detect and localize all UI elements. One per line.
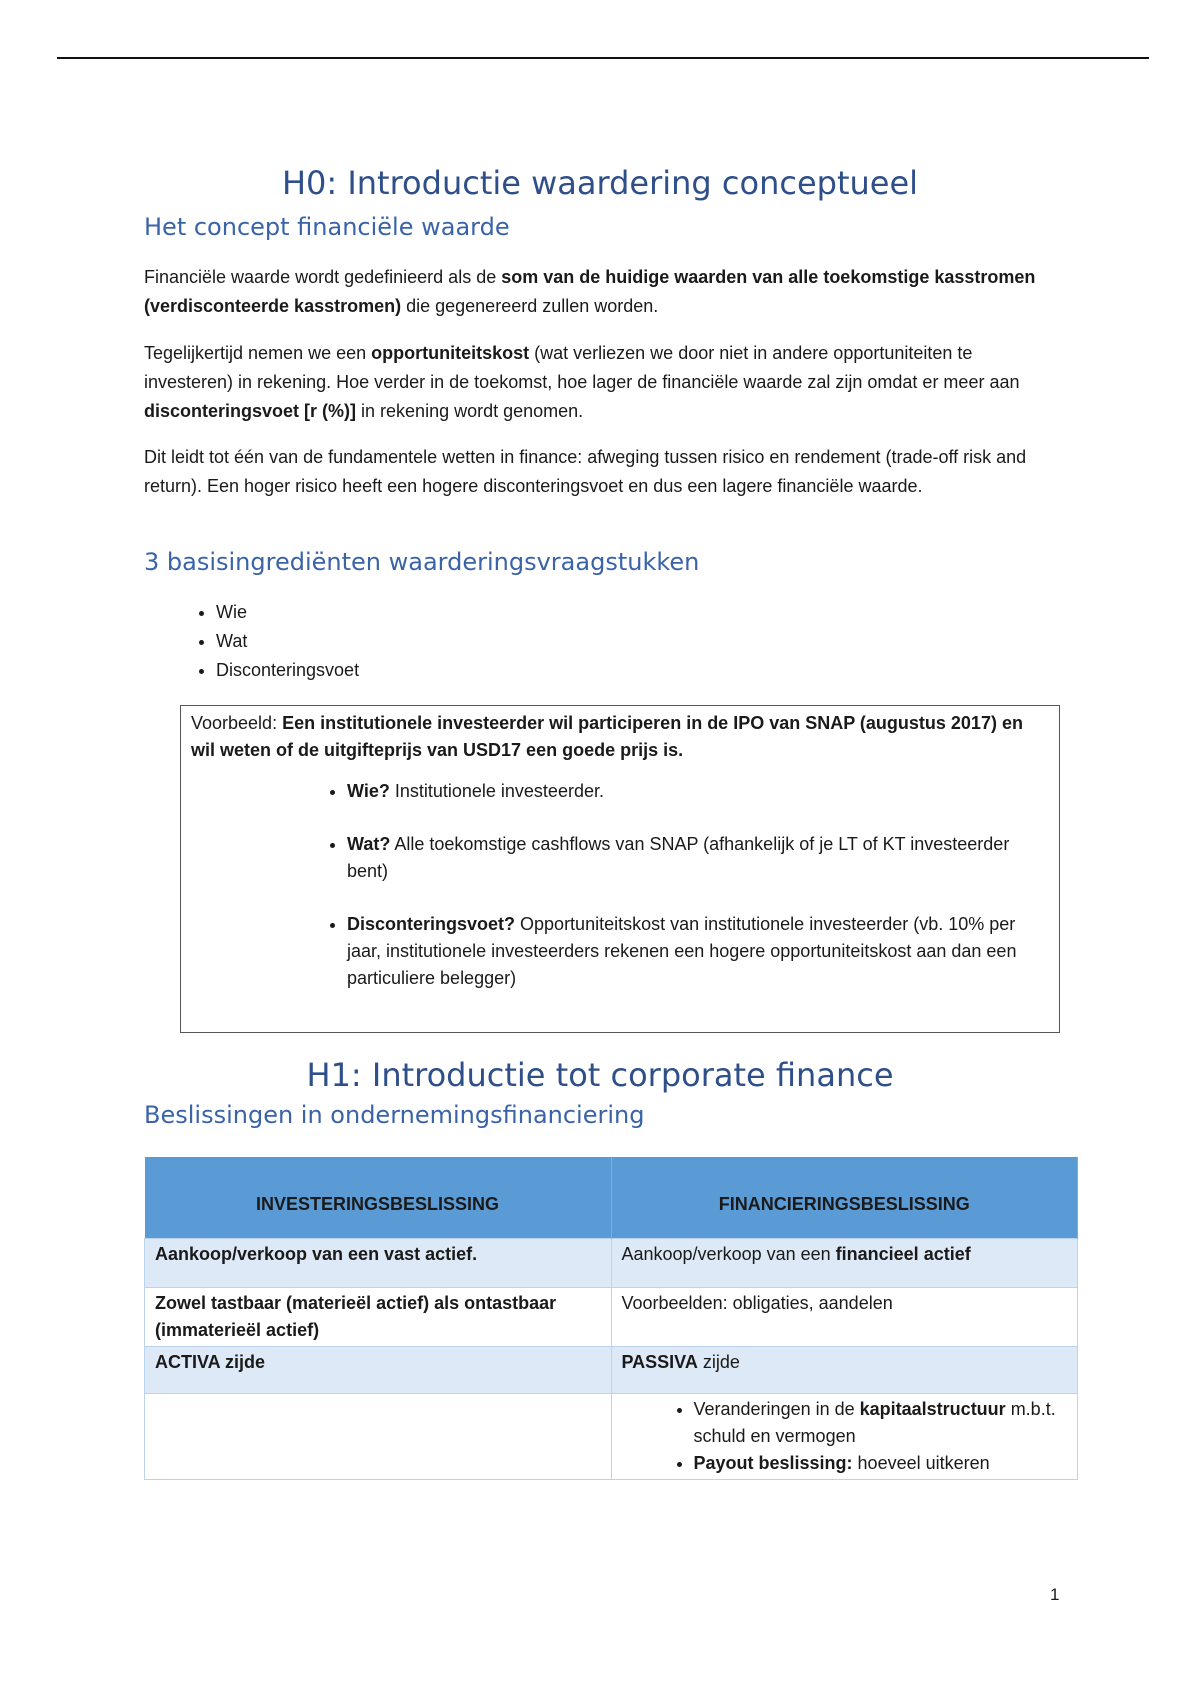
cell: Aankoop/verkoop van een vast actief. bbox=[155, 1244, 478, 1264]
text: Financiële waarde wordt gedefinieerd als de bbox=[144, 267, 502, 287]
header-rule bbox=[57, 57, 1149, 59]
list-item bbox=[694, 1450, 1068, 1477]
column-header: FINANCIERINGSBESLISSING bbox=[611, 1157, 1078, 1239]
column-header: INVESTERINGSBESLISSING bbox=[145, 1157, 612, 1239]
answer: Alle toekomstige cashflows van SNAP (afhankelijk of je LT of KT investeerder bent) bbox=[347, 834, 1010, 881]
chapter-title-h0: H0: Introductie waardering conceptueel bbox=[281, 164, 919, 202]
cell-bold: financieel actief bbox=[835, 1244, 971, 1264]
list-item: • Wie bbox=[216, 598, 359, 627]
bullet-list bbox=[144, 598, 359, 685]
paragraph: Dit leidt tot één van de fundamentele wetten in finance: afweging tussen risico en rendement (trade-off risk and return). Een hoger risico heeft een hogere disconteringsvoet en dus een lagere financiële waarde. bbox=[144, 447, 1027, 496]
bold-text: som van de huidige waarden van alle toekomstige kasstromen (verdisconteerde kasstromen) bbox=[144, 267, 1036, 316]
empty-cell bbox=[145, 1394, 612, 1480]
bold-text: Payout beslissing: bbox=[693, 1453, 853, 1473]
decisions-table bbox=[144, 1157, 1078, 1480]
list-item: • Disconteringsvoet bbox=[216, 656, 359, 685]
paragraph bbox=[144, 263, 1064, 321]
chapter-title-h1: H1: Introductie tot corporate finance bbox=[306, 1056, 894, 1094]
example-label: Voorbeeld: bbox=[191, 713, 283, 733]
bold-text: opportuniteitskost bbox=[371, 343, 530, 363]
list-item: • Wat bbox=[216, 627, 359, 656]
answer: Opportuniteitskost van institutionele investeerder (vb. 10% per jaar, institutionele investeerders rekenen een hogere opportuniteitskost aan dan een particuliere belegger) bbox=[347, 914, 1017, 988]
cell: ACTIVA zijde bbox=[155, 1352, 266, 1372]
list-item bbox=[694, 1396, 1068, 1450]
table-row bbox=[145, 1394, 1078, 1480]
text: in rekening wordt genomen. bbox=[356, 401, 584, 421]
text: Veranderingen in de bbox=[693, 1399, 860, 1419]
list-item bbox=[347, 911, 1049, 992]
example-list bbox=[191, 778, 1049, 992]
page-number: 1 bbox=[1050, 1585, 1060, 1604]
list-item bbox=[347, 831, 1049, 885]
bold-text: disconteringsvoet [r (%)] bbox=[144, 401, 357, 421]
list-item bbox=[347, 778, 1049, 805]
cell-list bbox=[622, 1396, 1068, 1477]
paragraph bbox=[144, 339, 1064, 426]
question: Wat? bbox=[347, 834, 391, 854]
table-row bbox=[145, 1288, 1078, 1347]
section-title: 3 basisingrediënten waarderingsvraagstukken bbox=[144, 548, 700, 576]
text: hoeveel uitkeren bbox=[852, 1453, 990, 1473]
section-title: Het concept financiële waarde bbox=[144, 213, 510, 241]
text: (wat verliezen we door niet in andere opportuniteiten te investeren) in rekening. Hoe verder in de toekomst, hoe lager de financiële waarde zal zijn omdat er meer aan bbox=[144, 343, 1020, 392]
text: Tegelijkertijd nemen we een bbox=[144, 343, 372, 363]
cell: Zowel tastbaar (materieël actief) als ontastbaar (immaterieël actief) bbox=[155, 1293, 557, 1340]
text: die gegenereerd zullen worden. bbox=[401, 296, 659, 316]
cell: Aankoop/verkoop van een bbox=[621, 1244, 836, 1264]
answer: Institutionele investeerder. bbox=[389, 781, 604, 801]
cell: zijde bbox=[697, 1352, 740, 1372]
example-text: Een institutionele investeerder wil participeren in de IPO van SNAP (augustus 2017) en wil weten of de uitgifteprijs van USD17 een goede prijs is. bbox=[191, 713, 1023, 760]
table-row bbox=[145, 1347, 1078, 1394]
question: Disconteringsvoet? bbox=[347, 914, 516, 934]
section-title: Beslissingen in ondernemingsfinanciering bbox=[144, 1101, 645, 1129]
bold-text: kapitaalstructuur bbox=[859, 1399, 1006, 1419]
question: Wie? bbox=[347, 781, 390, 801]
example-box bbox=[180, 705, 1060, 1033]
table-row bbox=[145, 1239, 1078, 1288]
cell: Voorbeelden: obligaties, aandelen bbox=[611, 1288, 1078, 1347]
cell-bold: PASSIVA bbox=[621, 1352, 698, 1372]
text: m.b.t. schuld en vermogen bbox=[693, 1399, 1056, 1446]
